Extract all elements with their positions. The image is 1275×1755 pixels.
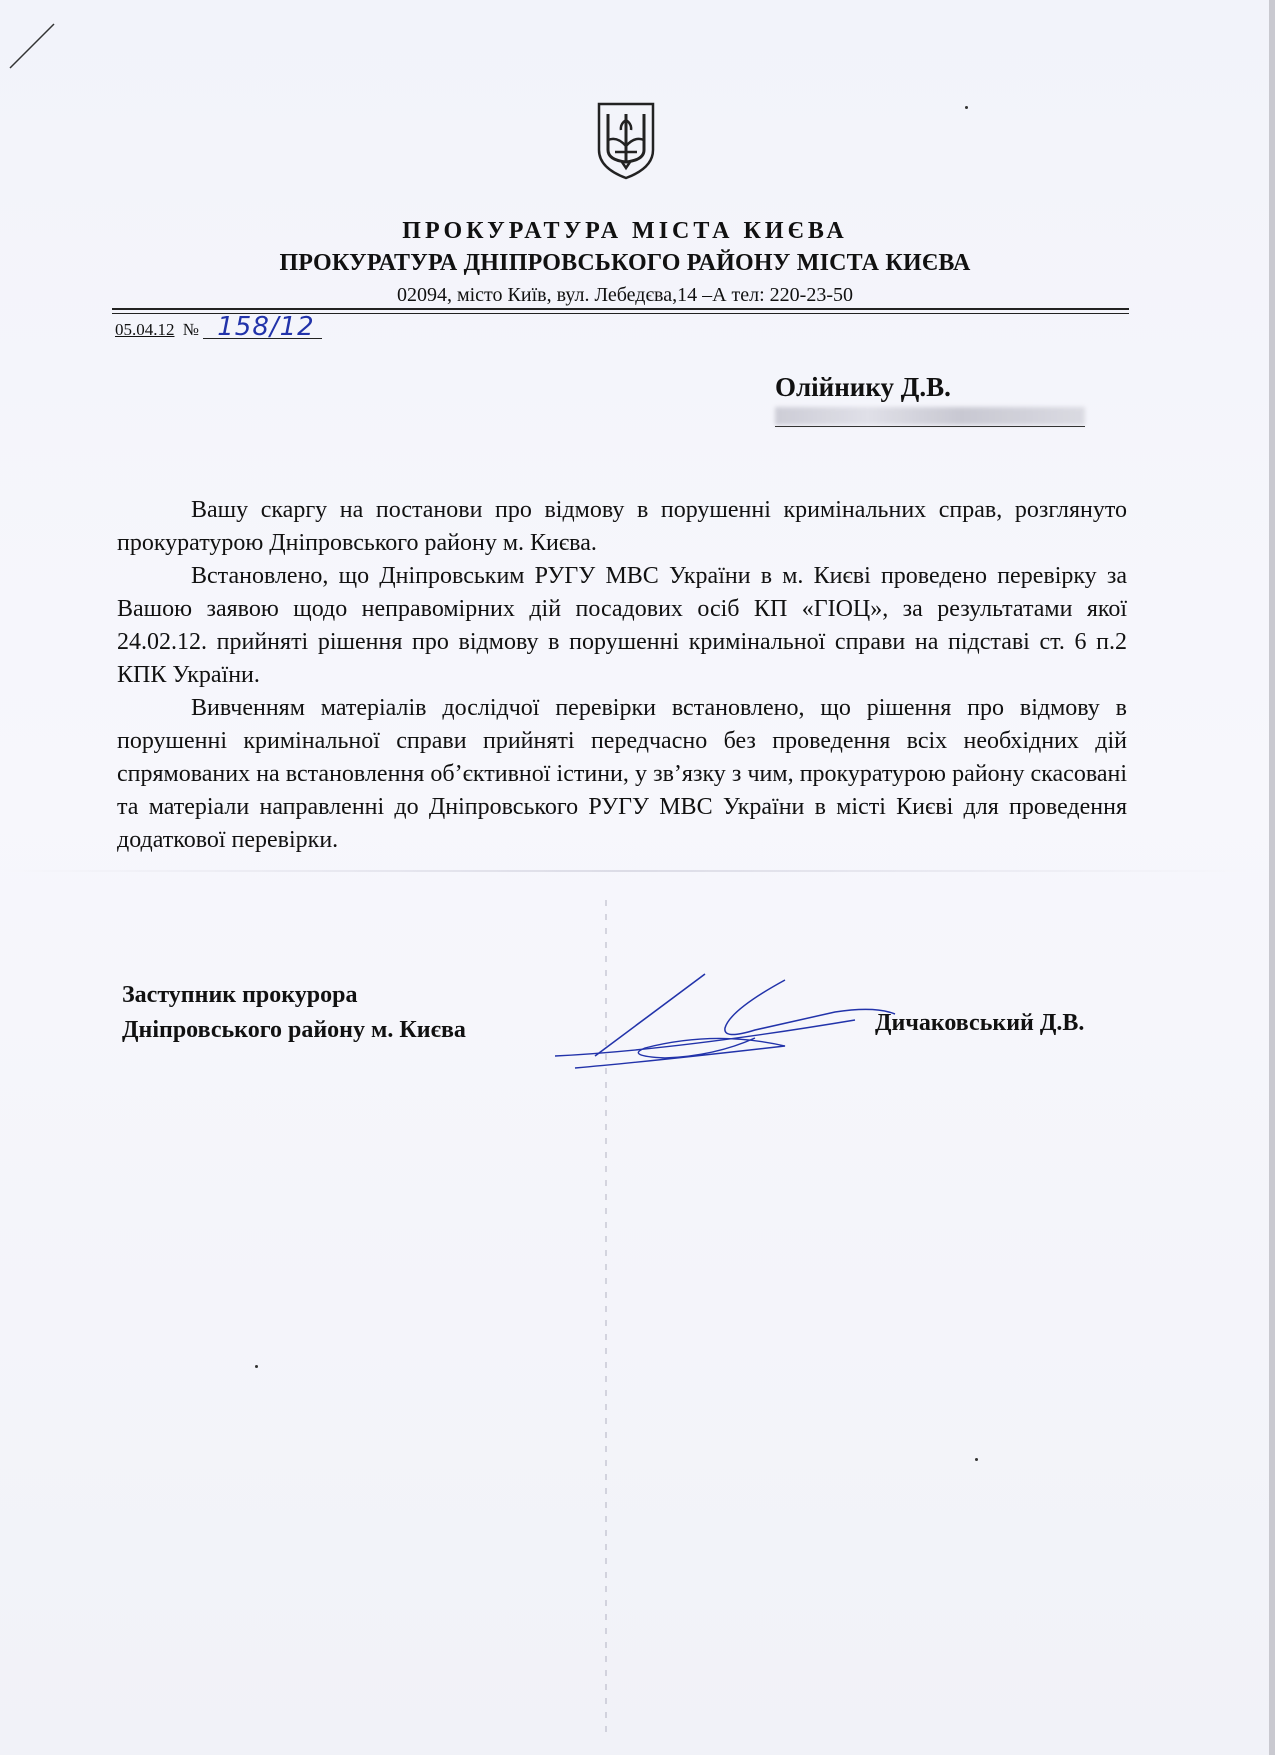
paper-speck [965, 106, 968, 109]
header-rule-thick [112, 308, 1129, 310]
recipient-name: Олійнику Д.В. [775, 372, 951, 402]
signatory-title-line-1: Заступник прокурора [122, 982, 358, 1008]
body-paragraph-3: Вивченням матеріалів дослідчої перевірки встановлено, що рішення про відмову в порушенні кримінальної справи прийняті передчасно без проведення всіх необхідних дій спрямованих на встановлення об’єктивної істини, у зв’язку з чим, прокуратурою району скасовані та матеріали направленні до Дніпровського РУГУ МВС України в місті Києві для проведення додаткової перевірки. [117, 695, 1127, 853]
body-paragraph-2: Встановлено, що Дніпровським РУГУ МВС України в м. Києві проведено перевірку за Вашою заявою щодо неправомірних дій посадових осіб КП «ГІОЦ», за результатами якої 24.02.12. прийняті рішення про відмову в порушенні кримінальної справи на підставі ст. 6 п.2 КПК України. [117, 563, 1127, 688]
organization-subdivision: ПРОКУРАТУРА ДНІПРОВСЬКОГО РАЙОНУ МІСТА КИЄВА [279, 250, 971, 276]
organization-address: 02094, місто Київ, вул. Лебедєва,14 –А тел: 220-23-50 [396, 284, 854, 306]
letter-body [117, 494, 1127, 857]
coat-of-arms-icon [595, 100, 657, 180]
signatory-title-line-2: Дніпровського району м. Києва [122, 1017, 466, 1043]
recipient-underline [775, 426, 1085, 427]
pen-stroke-mark [8, 20, 58, 70]
paper-fold-horizontal [0, 870, 1250, 872]
paper-speck [975, 1458, 978, 1461]
document-number: 158/12 [203, 316, 322, 339]
signatory-title [122, 978, 466, 1048]
handwritten-signature [555, 970, 915, 1080]
number-label: № [182, 320, 199, 339]
organization-name: ПРОКУРАТУРА МІСТА КИЄВА [402, 218, 848, 244]
body-paragraph-1: Вашу скаргу на постанови про відмову в порушенні кримінальних справ, розглянуто прокуратурою Дніпровського району м. Києва. [117, 497, 1127, 556]
redacted-address [775, 407, 1085, 425]
paper-speck [255, 1365, 258, 1368]
document-date: 05.04.12 [115, 320, 175, 339]
outgoing-reference [115, 312, 322, 342]
signer-name: Дичаковський Д.В. [875, 1010, 1085, 1036]
